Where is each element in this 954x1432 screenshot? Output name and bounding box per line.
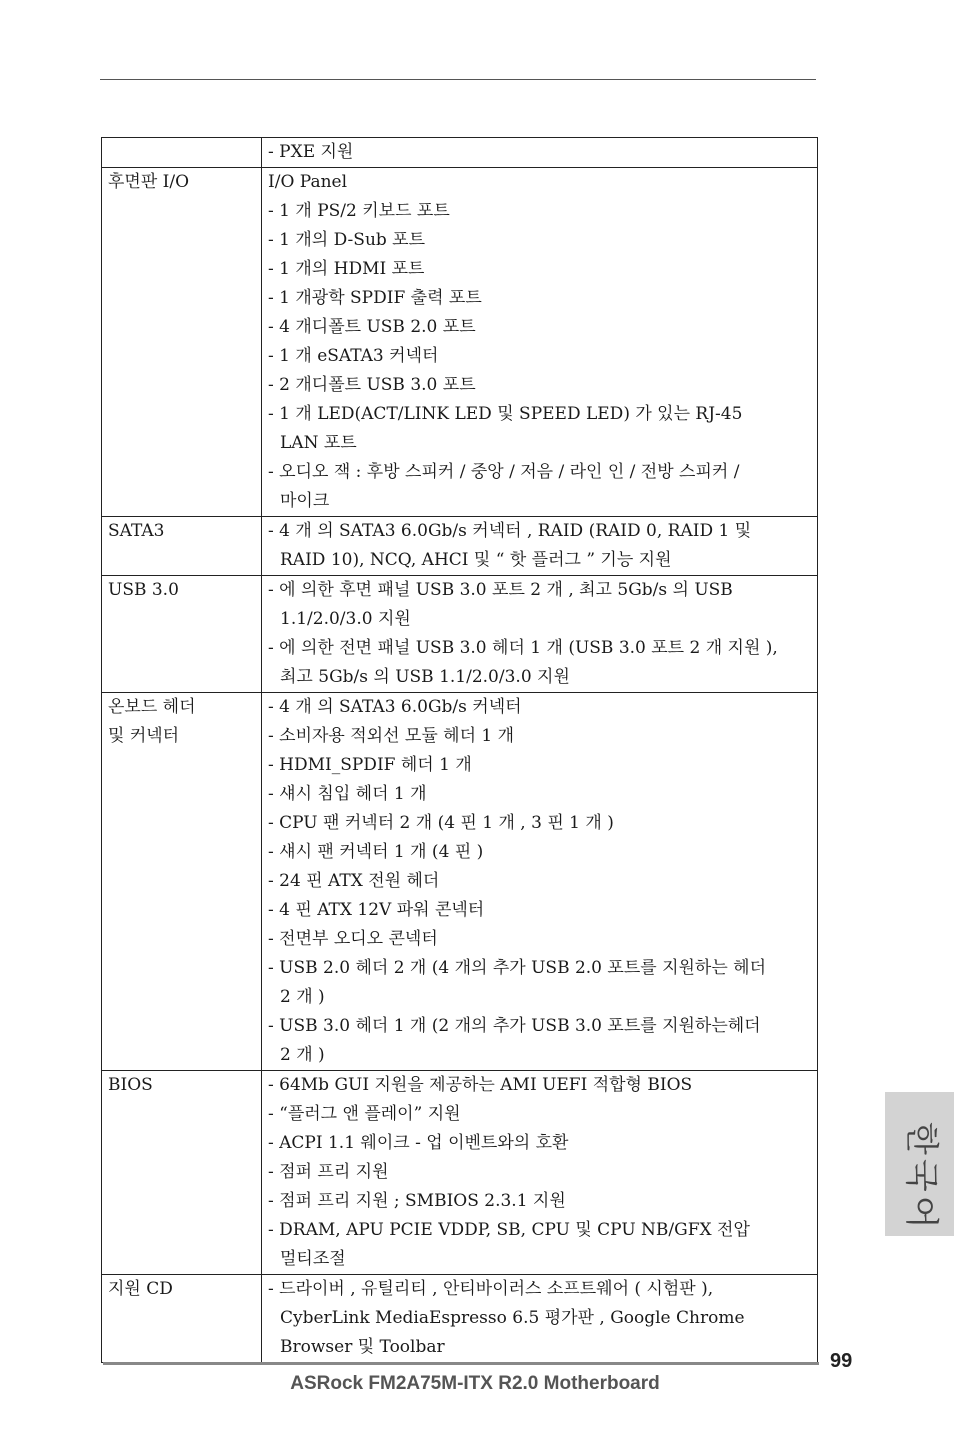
spec-value-line: - USB 3.0 헤더 1 개 (2 개의 추가 USB 3.0 포트를 지원하는헤더 <box>268 1016 761 1036</box>
spec-value-line: - PXE 지원 <box>268 142 354 162</box>
spec-label: SATA3 <box>108 521 165 541</box>
spec-value-line: - 에 의한 전면 패널 USB 3.0 헤더 1 개 (USB 3.0 포트 2 개 지원 ), <box>268 638 778 658</box>
spec-value-line: 마이크 <box>280 491 330 511</box>
spec-label: 및 커넥터 <box>108 726 180 746</box>
spec-value-line: - 1 개 LED(ACT/LINK LED 및 SPEED LED) 가 있는 RJ-45 <box>268 404 743 424</box>
spec-value-line: - USB 2.0 헤더 2 개 (4 개의 추가 USB 2.0 포트를 지원하는 헤더 <box>268 958 767 978</box>
spec-value-line: RAID 10), NCQ, AHCI 및 “ 핫 플러그 ” 기능 지원 <box>280 550 672 570</box>
spec-label-cell <box>102 517 262 576</box>
spec-row <box>102 1275 818 1363</box>
spec-table <box>101 137 818 1363</box>
spec-value-line: - 소비자용 적외선 모듈 헤더 1 개 <box>268 726 515 746</box>
spec-label-cell <box>102 576 262 693</box>
spec-label-cell <box>102 138 262 168</box>
spec-value-line: - 64Mb GUI 지원을 제공하는 AMI UEFI 적합형 BIOS <box>268 1075 693 1095</box>
spec-value-line: - 4 개 의 SATA3 6.0Gb/s 커넥터 <box>268 697 522 717</box>
header-rule <box>100 79 816 80</box>
spec-value-line: - 1 개 PS/2 키보드 포트 <box>268 201 450 221</box>
spec-value-line: 2 개 ) <box>280 1045 325 1065</box>
spec-value-line: - HDMI_SPDIF 헤더 1 개 <box>268 755 472 775</box>
spec-value-line: - CPU 팬 커넥터 2 개 (4 핀 1 개 , 3 핀 1 개 ) <box>268 813 614 833</box>
spec-row <box>102 138 818 168</box>
page-number: 99 <box>830 1350 853 1372</box>
spec-value-line: - 1 개의 D-Sub 포트 <box>268 230 426 250</box>
spec-value-line: - 1 개 eSATA3 커넥터 <box>268 346 439 366</box>
spec-value-line: - 점퍼 프리 지원 ; SMBIOS 2.3.1 지원 <box>268 1191 566 1211</box>
spec-value-line: - 섀시 팬 커넥터 1 개 (4 핀 ) <box>268 842 484 862</box>
spec-label-cell <box>102 168 262 517</box>
spec-value-line: - DRAM, APU PCIE VDDP, SB, CPU 및 CPU NB/GFX 전압 <box>268 1220 750 1240</box>
spec-value-cell <box>262 576 818 693</box>
spec-value-line: 2 개 ) <box>280 987 325 1007</box>
spec-label: 지원 CD <box>108 1279 173 1299</box>
spec-value-cell <box>262 168 818 517</box>
spec-value-line: 1.1/2.0/3.0 지원 <box>280 609 411 629</box>
language-tab-label: 한국어 <box>901 1122 941 1233</box>
spec-value-line: CyberLink MediaEspresso 6.5 평가판 , Google Chrome <box>280 1308 745 1328</box>
spec-value-line: 멀티조절 <box>280 1249 346 1269</box>
spec-label: BIOS <box>108 1075 153 1095</box>
spec-value-line: - 점퍼 프리 지원 <box>268 1162 389 1182</box>
spec-value-cell <box>262 1275 818 1363</box>
spec-value-line: - 1 개광학 SPDIF 출력 포트 <box>268 288 482 308</box>
spec-value-cell <box>262 517 818 576</box>
spec-value-line: LAN 포트 <box>280 433 357 453</box>
spec-value-line: - ACPI 1.1 웨이크 - 업 이벤트와의 호환 <box>268 1133 569 1153</box>
spec-row <box>102 576 818 693</box>
spec-value-line: - “플러그 앤 플레이” 지원 <box>268 1104 461 1124</box>
spec-value-line: - 전면부 오디오 콘넥터 <box>268 929 438 949</box>
spec-value-line: - 4 핀 ATX 12V 파워 콘넥터 <box>268 900 485 920</box>
spec-row <box>102 693 818 1071</box>
spec-row <box>102 517 818 576</box>
spec-row <box>102 168 818 517</box>
spec-label: USB 3.0 <box>108 580 179 600</box>
spec-label: 후면판 I/O <box>108 172 190 192</box>
footer-title <box>0 1373 954 1395</box>
spec-value-line: - 섀시 침입 헤더 1 개 <box>268 784 427 804</box>
spec-value-line: I/O Panel <box>268 172 348 192</box>
spec-value-cell <box>262 1071 818 1275</box>
footer-text: ASRock FM2A75M-ITX R2.0 Motherboard <box>290 1373 660 1394</box>
footer-rule <box>103 1362 819 1365</box>
spec-value-line: - 오디오 잭 : 후방 스피커 / 중앙 / 저음 / 라인 인 / 전방 스피커 / <box>268 462 740 482</box>
spec-value-line: - 4 개디폴트 USB 2.0 포트 <box>268 317 476 337</box>
spec-value-line: - 1 개의 HDMI 포트 <box>268 259 425 279</box>
spec-value-cell <box>262 138 818 168</box>
spec-value-line: - 4 개 의 SATA3 6.0Gb/s 커넥터 , RAID (RAID 0, RAID 1 및 <box>268 521 752 541</box>
spec-label: 온보드 헤더 <box>108 697 196 717</box>
spec-value-line: - 2 개디폴트 USB 3.0 포트 <box>268 375 476 395</box>
spec-value-line: - 에 의한 후면 패널 USB 3.0 포트 2 개 , 최고 5Gb/s 의 USB <box>268 580 733 600</box>
spec-value-cell <box>262 693 818 1071</box>
spec-value-line: - 24 핀 ATX 전원 헤더 <box>268 871 440 891</box>
spec-label-cell <box>102 1275 262 1363</box>
spec-value-line: 최고 5Gb/s 의 USB 1.1/2.0/3.0 지원 <box>280 667 570 687</box>
language-tab <box>885 1092 954 1236</box>
spec-label-cell <box>102 693 262 1071</box>
spec-row <box>102 1071 818 1275</box>
spec-label-cell <box>102 1071 262 1275</box>
spec-value-line: Browser 및 Toolbar <box>280 1337 445 1357</box>
spec-table-body <box>102 138 818 1363</box>
spec-value-line: - 드라이버 , 유틸리티 , 안티바이러스 소프트웨어 ( 시험판 ), <box>268 1279 714 1299</box>
